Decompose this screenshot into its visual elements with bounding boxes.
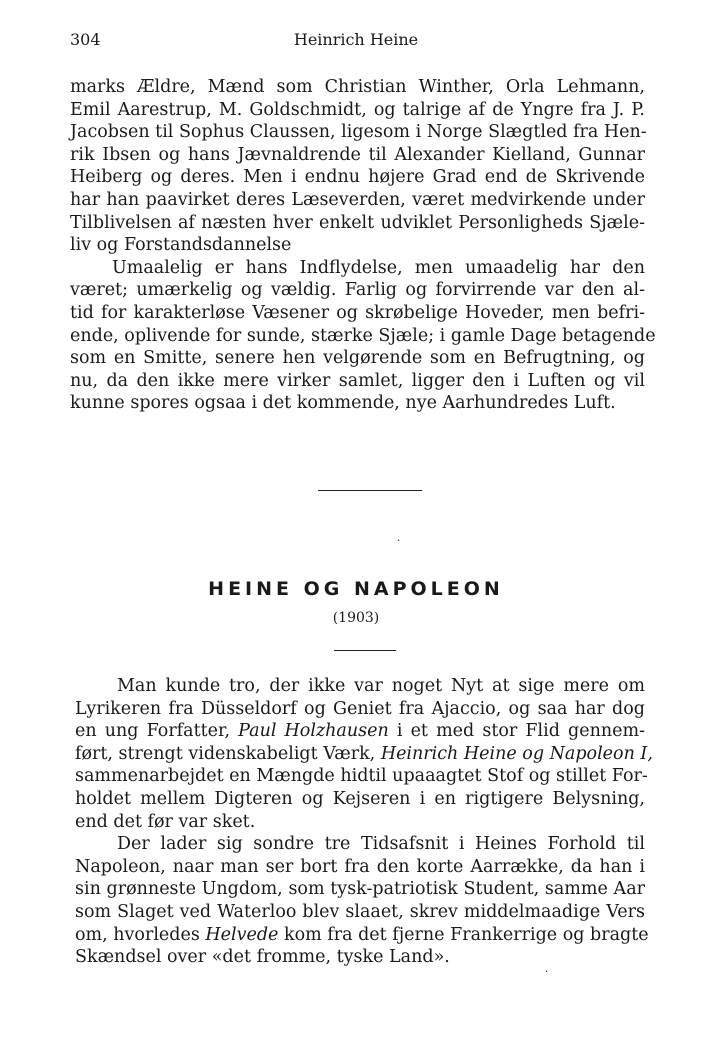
- text-line: nu, da den ikke mere virker samlet, ligger den i Luften og vil: [70, 370, 645, 391]
- work-title: Heinrich Heine og Napoleon I,: [380, 743, 653, 764]
- text-segment: i et med stor Flid gennem-: [388, 721, 645, 742]
- text-line: holdet mellem Digteren og Kejseren i en rigtigere Belysning,: [75, 788, 645, 809]
- text-line: ende, oplivende for sunde, stærke Sjæle; i gamle Dage betagende: [70, 325, 656, 346]
- text-line: Lyrikeren fra Düsseldorf og Geniet fra Ajaccio, og saa har dog: [75, 698, 645, 719]
- text-line: Heiberg og deres. Men i endnu højere Grad end de Skrivende: [70, 167, 645, 188]
- text-segment: en ung Forfatter,: [75, 721, 239, 742]
- text-line: marks Ældre, Mænd som Christian Winther, Orla Lehmann,: [70, 77, 645, 97]
- text-line: [75, 924, 649, 947]
- text-line: Der lader sig sondre tre Tidsafsnit i Heines Forhold til: [117, 834, 645, 855]
- text-line: kunne spores ogsaa i det kommende, nye Aarhundredes Luft.: [70, 393, 616, 414]
- running-title: Heinrich Heine: [293, 30, 419, 49]
- author-name: Paul Holzhausen: [238, 721, 389, 742]
- section-divider-rule: [318, 490, 422, 491]
- text-segment: ført, strengt videnskabeligt Værk,: [75, 743, 381, 764]
- emphasized-word: Helvede: [205, 924, 279, 945]
- text-line: har han paavirket deres Læseverden, været medvirkende under: [70, 189, 645, 210]
- text-line: som en Smitte, senere hen velgørende som en Befrugtning, og: [70, 348, 645, 369]
- text-line: Emil Aarestrup, M. Goldschmidt, og talrige af de Yngre fra J. P.: [70, 99, 645, 120]
- article-body: [75, 675, 653, 969]
- continued-text-block: [70, 76, 656, 415]
- text-line: Jacobsen til Sophus Claussen, ligesom i Norge Slægtled fra Hen-: [70, 122, 647, 143]
- text-line: Skændsel over «det fromme, tyske Land».: [75, 947, 450, 968]
- print-speck: ·: [397, 536, 401, 547]
- text-segment: kom fra det fjerne Frankerrige og bragte: [278, 924, 649, 945]
- text-line: [75, 720, 645, 743]
- text-line: Man kunde tro, der ikke var noget Nyt at sige mere om: [117, 676, 645, 696]
- text-line: tid for karakterløse Væsener og skrøbelige Hoveder, men befri-: [70, 302, 645, 323]
- text-line: liv og Forstandsdannelse: [70, 235, 292, 256]
- text-line: sammenarbejdet en Mængde hidtil upaaagtet Stof og stillet For-: [75, 766, 648, 787]
- text-line: som Slaget ved Waterloo blev slaaet, skrev middelmaadige Vers: [75, 901, 645, 922]
- article-title: HEINE OG NAPOLEON: [208, 578, 504, 600]
- text-line: sin grønneste Ungdom, som tysk-patriotisk Student, samme Aar: [75, 879, 645, 900]
- text-line: [75, 743, 653, 766]
- text-line: end det før var sket.: [75, 811, 256, 832]
- article-year: (1903): [332, 610, 380, 626]
- text-line: Napoleon, naar man ser bort fra den korte Aarrække, da han i: [75, 856, 645, 877]
- text-line: Umaalelig er hans Indflydelse, men umaadelig har den: [112, 257, 645, 278]
- title-underline-rule: [334, 650, 396, 651]
- text-line: rik Ibsen og hans Jævnaldrende til Alexander Kielland, Gunnar: [70, 144, 645, 165]
- text-line: været; umærkelig og vældig. Farlig og forvirrende var den al-: [70, 280, 645, 301]
- page-number: 304: [70, 30, 101, 49]
- text-segment: om, hvorledes: [75, 924, 206, 945]
- text-line: Tilblivelsen af næsten hver enkelt udviklet Personligheds Sjæle-: [70, 212, 645, 233]
- print-speck: ·: [545, 967, 549, 978]
